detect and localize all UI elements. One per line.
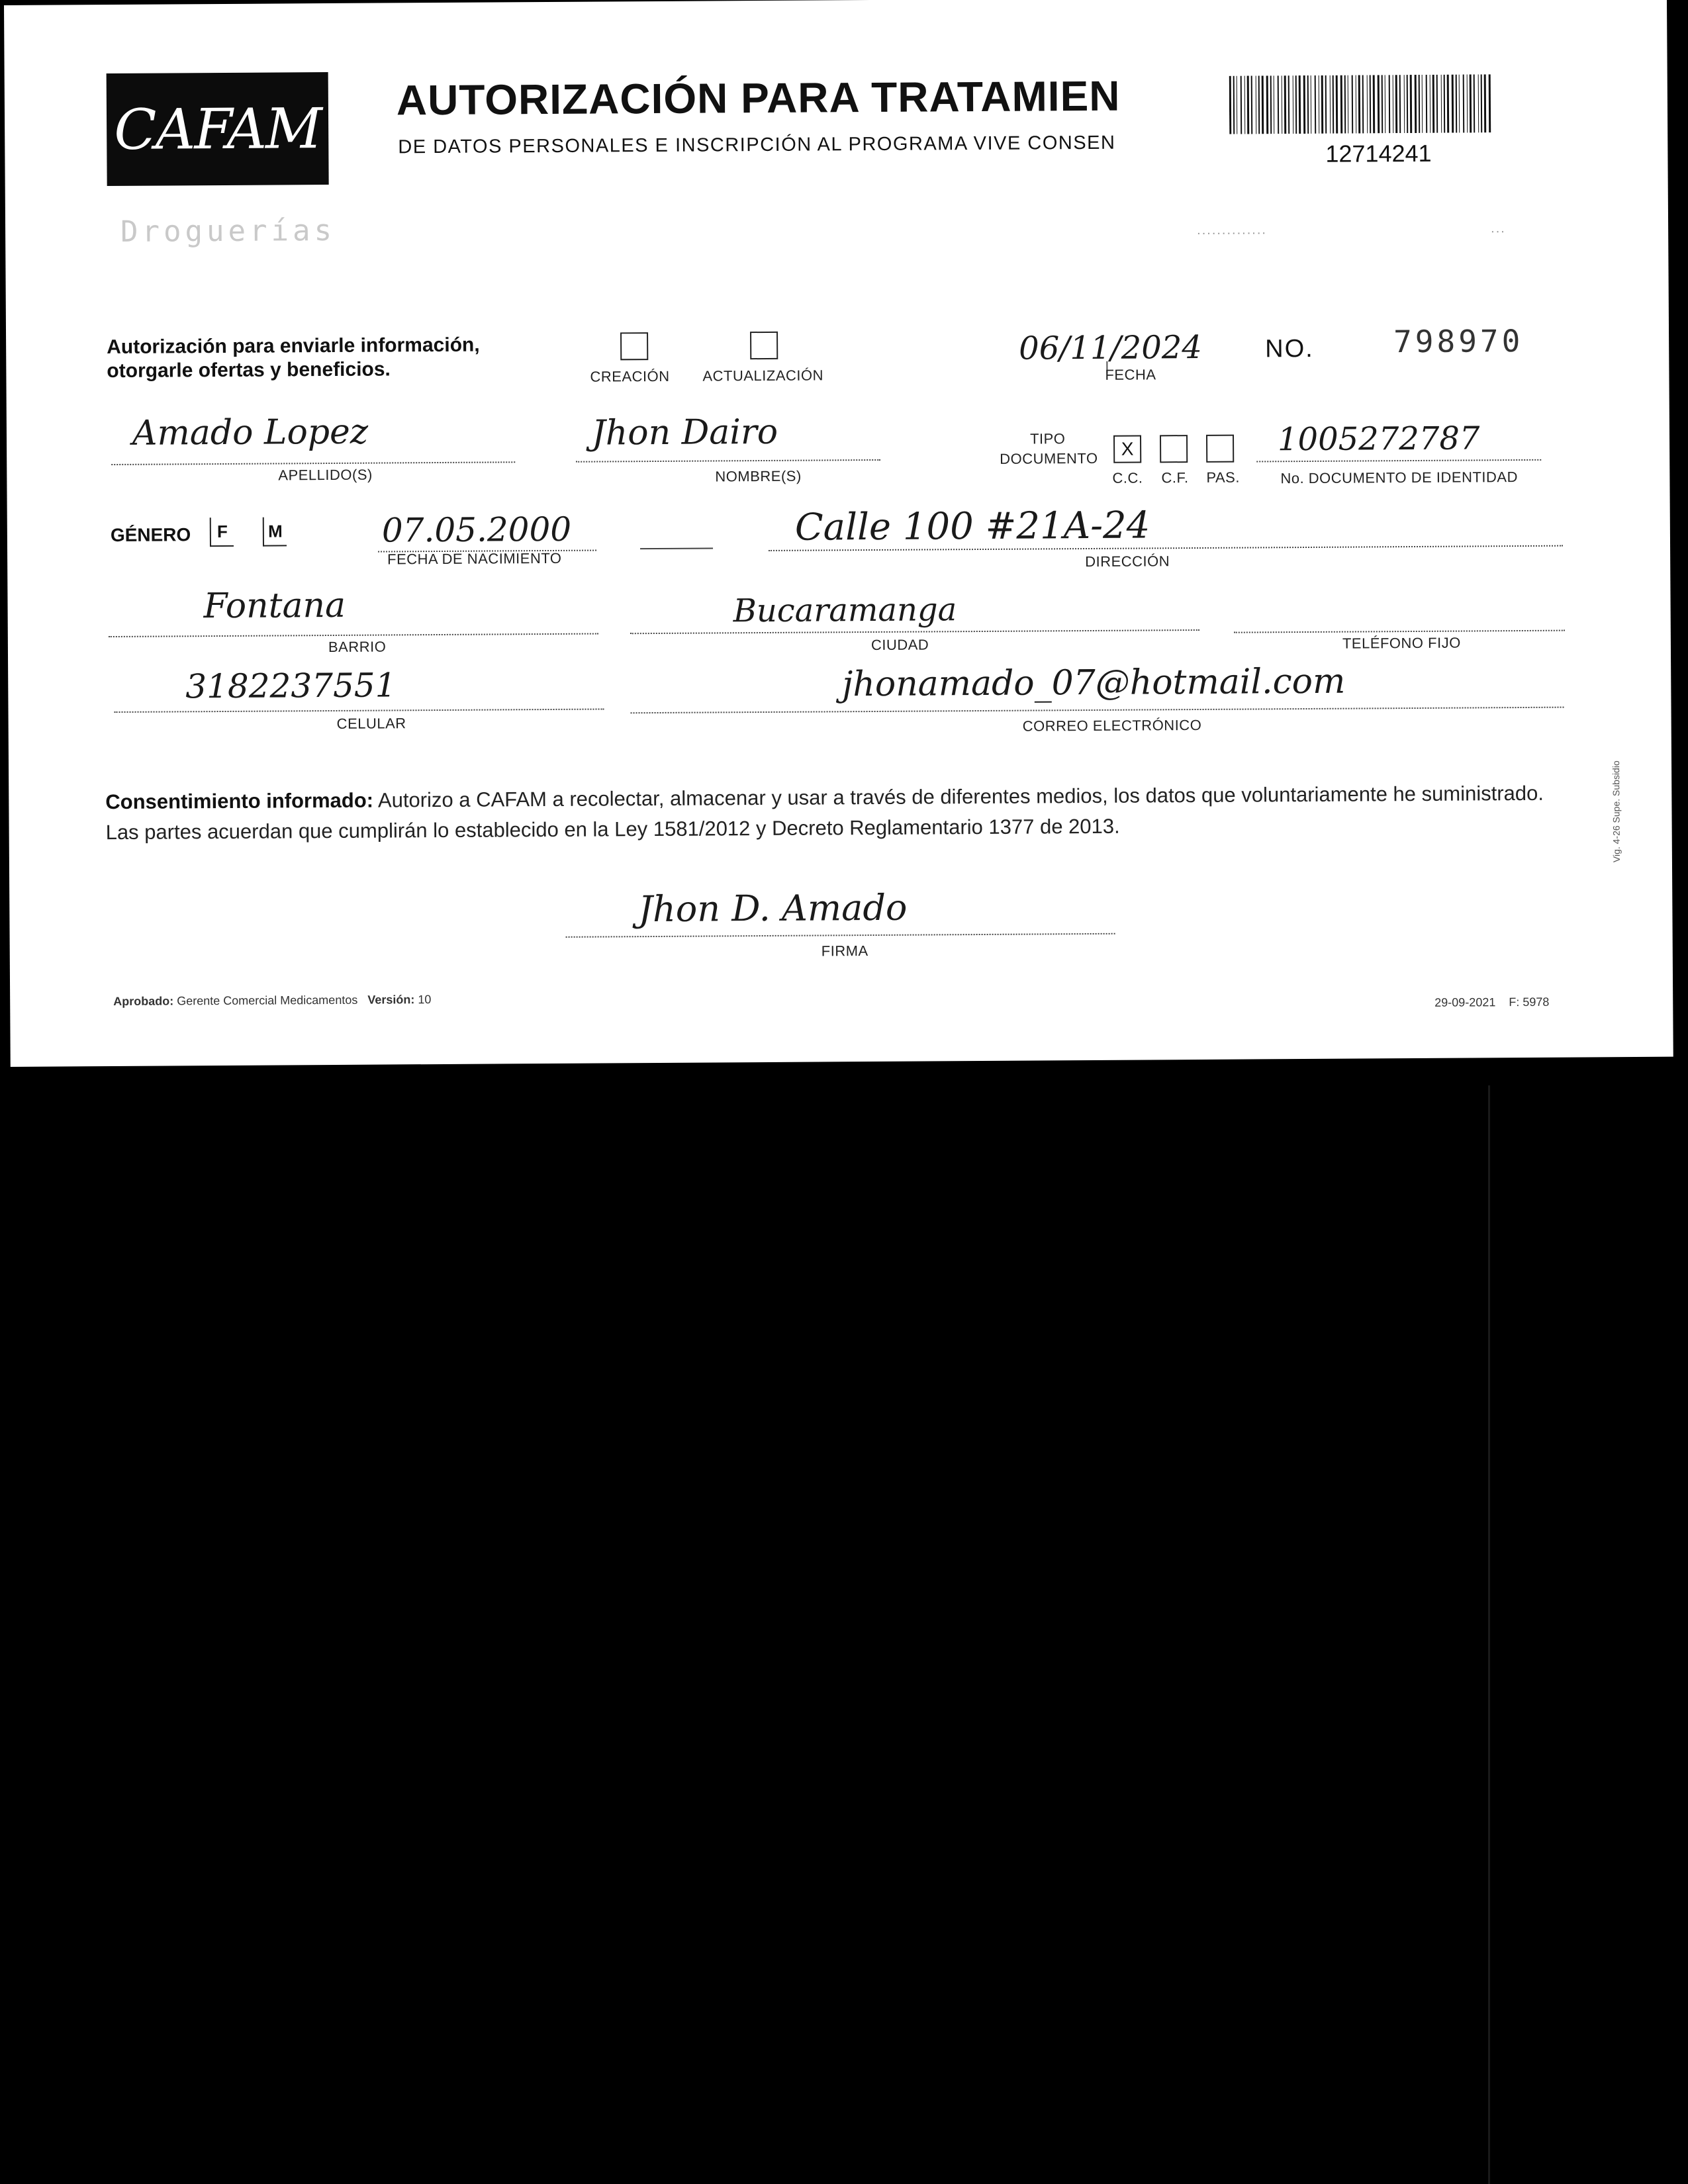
barcode-bar bbox=[1358, 75, 1361, 133]
documento-line bbox=[1256, 459, 1541, 463]
footer-code: F: 5978 bbox=[1509, 995, 1550, 1009]
cf-label: C.F. bbox=[1161, 469, 1189, 486]
barcode-bar bbox=[1311, 75, 1312, 134]
no-value: 798970 bbox=[1393, 322, 1524, 360]
barcode-bar bbox=[1410, 75, 1413, 133]
barcode-bar bbox=[1270, 75, 1272, 134]
correo-label: CORREO ELECTRÓNICO bbox=[1022, 716, 1202, 735]
barcode-bar bbox=[1330, 75, 1331, 134]
aprobado-value: Gerente Comercial Medicamentos bbox=[177, 993, 358, 1008]
barcode-bar bbox=[1463, 75, 1465, 133]
faded-brand-text: Droguerías bbox=[120, 213, 336, 249]
pas-checkbox[interactable] bbox=[1206, 435, 1234, 463]
signature-value[interactable]: Jhon D. Amado bbox=[638, 886, 908, 931]
barcode-bar bbox=[1321, 75, 1324, 134]
barcode-bar bbox=[1407, 75, 1409, 133]
fecha-value[interactable]: 06/11/2024 bbox=[1019, 328, 1203, 367]
side-vertical-text: Vig. 4-26 Supe. Subsidio bbox=[1611, 760, 1622, 863]
barcode-bar bbox=[1266, 75, 1269, 134]
barcode-bar bbox=[1303, 75, 1306, 134]
barcode-bar bbox=[1474, 74, 1476, 132]
form-subtitle: DE DATOS PERSONALES E INSCRIPCIÓN AL PROGRAMA VIVE CONSEN bbox=[398, 132, 1116, 158]
barcode-bar bbox=[1478, 74, 1479, 132]
barcode-bar bbox=[1237, 76, 1238, 134]
barcode-bar bbox=[1373, 75, 1376, 133]
celular-line bbox=[115, 708, 604, 713]
barcode-bar bbox=[1484, 74, 1487, 132]
nombres-value[interactable]: Jhon Dairo bbox=[591, 412, 778, 453]
barcode-bar bbox=[1422, 75, 1423, 133]
barcode-bar bbox=[1432, 75, 1435, 133]
nombres-line bbox=[576, 459, 880, 463]
barcode-bar bbox=[1251, 75, 1253, 134]
cafam-logo bbox=[107, 72, 329, 186]
barcode-bar bbox=[1467, 74, 1468, 132]
barcode-bar bbox=[1344, 75, 1346, 134]
barcode-bar bbox=[1470, 74, 1472, 132]
barcode-bar bbox=[1352, 75, 1354, 134]
barrio-label: BARRIO bbox=[328, 638, 387, 656]
divider-dots: .............. bbox=[1197, 222, 1267, 238]
nacimiento-label: FECHA DE NACIMIENTO bbox=[387, 549, 562, 568]
barcode-bar bbox=[1274, 75, 1275, 134]
barcode-bar bbox=[1459, 75, 1460, 133]
footer-date-code bbox=[1434, 995, 1549, 1010]
nacimiento-value[interactable]: 07.05.2000 bbox=[381, 510, 572, 550]
barcode-bar bbox=[1288, 75, 1290, 134]
pas-label: PAS. bbox=[1206, 469, 1240, 486]
barcode-bar bbox=[1426, 75, 1428, 133]
barcode-bar bbox=[1489, 74, 1491, 132]
barcode-bar bbox=[1447, 75, 1450, 133]
barcode-bar bbox=[1452, 75, 1454, 133]
barcode-bar bbox=[1325, 75, 1327, 134]
ciudad-label: CIUDAD bbox=[870, 636, 929, 654]
documento-label: No. DOCUMENTO DE IDENTIDAD bbox=[1280, 469, 1518, 487]
ciudad-line bbox=[630, 629, 1199, 634]
barcode-bar bbox=[1229, 76, 1232, 134]
footer-date: 29-09-2021 bbox=[1434, 995, 1496, 1009]
barcode-bar bbox=[1307, 75, 1309, 134]
version-value: 10 bbox=[418, 993, 432, 1007]
barcode-bar bbox=[1419, 75, 1421, 133]
barcode-bar bbox=[1241, 76, 1243, 134]
direccion-label: DIRECCIÓN bbox=[1085, 553, 1170, 570]
barcode-bar bbox=[1278, 75, 1280, 134]
barcode-bar bbox=[1293, 75, 1294, 134]
creacion-label: CREACIÓN bbox=[590, 367, 670, 385]
cc-label: C.C. bbox=[1112, 469, 1143, 486]
barcode-icon bbox=[1229, 74, 1495, 134]
celular-value[interactable]: 3182237551 bbox=[185, 666, 397, 706]
genero-label: GÉNERO bbox=[110, 524, 191, 546]
authorization-label-line2: otorgarle ofertas y beneficios. bbox=[107, 358, 391, 383]
fecha-label: FECHA bbox=[1105, 366, 1156, 383]
authorization-form bbox=[4, 0, 1673, 1067]
telefono-label: TELÉFONO FIJO bbox=[1342, 634, 1461, 652]
consent-text: Autorizo a CAFAM a recolectar, almacenar y usar a través de diferentes medios, los datos que voluntariamente he suministrado. Las partes acuerdan que cumplirán lo establecido en la Ley 1581/2012 y Decreto Reglamentario 1377 de 2013. bbox=[105, 781, 1544, 844]
barcode-bar bbox=[1456, 75, 1458, 133]
barcode-bar bbox=[1284, 75, 1287, 134]
signature-line bbox=[566, 933, 1115, 938]
barcode-bar bbox=[1436, 75, 1438, 133]
barcode-bar bbox=[1348, 75, 1349, 134]
barcode-bar bbox=[1336, 75, 1338, 134]
apellidos-value[interactable]: Amado Lopez bbox=[132, 412, 369, 453]
separator-line bbox=[640, 547, 713, 549]
tipo-label-line2: DOCUMENTO bbox=[1000, 449, 1098, 467]
barcode-bar bbox=[1393, 75, 1394, 133]
barcode-bar bbox=[1430, 75, 1431, 133]
barrio-line bbox=[109, 633, 598, 638]
barcode-bar bbox=[1415, 75, 1417, 133]
authorization-label-line1: Autorización para enviarle información, bbox=[107, 334, 480, 359]
barcode-bar bbox=[1262, 75, 1264, 134]
logo-text: CAFAM bbox=[114, 96, 322, 162]
barcode-bar bbox=[1319, 75, 1320, 134]
barcode-bar bbox=[1315, 75, 1317, 134]
creacion-checkbox[interactable] bbox=[620, 332, 648, 360]
barcode-bar bbox=[1378, 75, 1380, 133]
ciudad-value[interactable]: Bucaramanga bbox=[733, 591, 957, 630]
actualizacion-label: ACTUALIZACIÓN bbox=[702, 367, 824, 385]
barcode-bar bbox=[1404, 75, 1405, 133]
celular-label: CELULAR bbox=[336, 715, 406, 732]
barcode-bar bbox=[1444, 75, 1446, 133]
cc-checkbox[interactable]: X bbox=[1113, 435, 1141, 463]
barcode-bar bbox=[1441, 75, 1442, 133]
barcode-bar bbox=[1258, 75, 1260, 134]
consent-heading: Consentimiento informado: bbox=[105, 788, 374, 814]
telefono-line bbox=[1234, 630, 1565, 633]
cf-checkbox[interactable] bbox=[1160, 435, 1188, 463]
barcode-bar bbox=[1233, 76, 1235, 134]
no-label: NO. bbox=[1265, 334, 1314, 363]
barcode-bar bbox=[1256, 75, 1257, 134]
barcode-bar bbox=[1244, 76, 1246, 134]
genero-f-label: F bbox=[216, 521, 228, 541]
barcode-bar bbox=[1356, 75, 1357, 134]
nombres-label: NOMBRE(S) bbox=[715, 467, 802, 485]
barcode-bar bbox=[1399, 75, 1401, 133]
authorization-label bbox=[107, 333, 537, 383]
barcode-bar bbox=[1299, 75, 1301, 134]
barcode-bar bbox=[1395, 75, 1398, 133]
aprobado-label: Aprobado: bbox=[113, 994, 174, 1009]
barcode-bar bbox=[1382, 75, 1383, 133]
barcode-bar bbox=[1367, 75, 1368, 133]
barrio-value[interactable]: Fontana bbox=[203, 585, 346, 627]
genero-f-option[interactable] bbox=[210, 518, 234, 547]
barcode-bar bbox=[1481, 74, 1483, 132]
apellidos-label: APELLIDO(S) bbox=[278, 466, 373, 484]
genero-m-option[interactable] bbox=[263, 517, 287, 546]
correo-value[interactable]: jhonamado_07@hotmail.com bbox=[842, 661, 1346, 705]
footer-approval bbox=[113, 993, 431, 1009]
barcode-bar bbox=[1362, 75, 1364, 133]
barcode-bar bbox=[1340, 75, 1343, 134]
version-label: Versión: bbox=[367, 993, 415, 1007]
barcode-bar bbox=[1247, 76, 1250, 134]
scan-edge-line bbox=[1488, 1085, 1490, 2184]
form-title: AUTORIZACIÓN PARA TRATAMIEN bbox=[396, 71, 1121, 124]
genero-m-label: M bbox=[267, 520, 283, 541]
actualizacion-checkbox[interactable] bbox=[750, 332, 778, 359]
barcode-bar bbox=[1370, 75, 1372, 133]
signature-label: FIRMA bbox=[821, 942, 868, 960]
barcode-bar bbox=[1295, 75, 1297, 134]
apellidos-line bbox=[111, 461, 515, 465]
consent-paragraph bbox=[105, 778, 1575, 848]
barcode-bar bbox=[1389, 75, 1391, 133]
barcode-bar bbox=[1333, 75, 1335, 134]
tipo-label-line1: TIPO bbox=[1029, 430, 1066, 447]
barcode-bar bbox=[1282, 75, 1283, 134]
barcode-number: 12714241 bbox=[1325, 139, 1432, 167]
documento-value[interactable]: 1005272787 bbox=[1277, 420, 1480, 459]
direccion-value[interactable]: Calle 100 #21A-24 bbox=[794, 504, 1150, 549]
barcode-bar bbox=[1385, 75, 1386, 133]
divider-dots: ... bbox=[1491, 221, 1506, 236]
correo-line bbox=[631, 707, 1564, 714]
